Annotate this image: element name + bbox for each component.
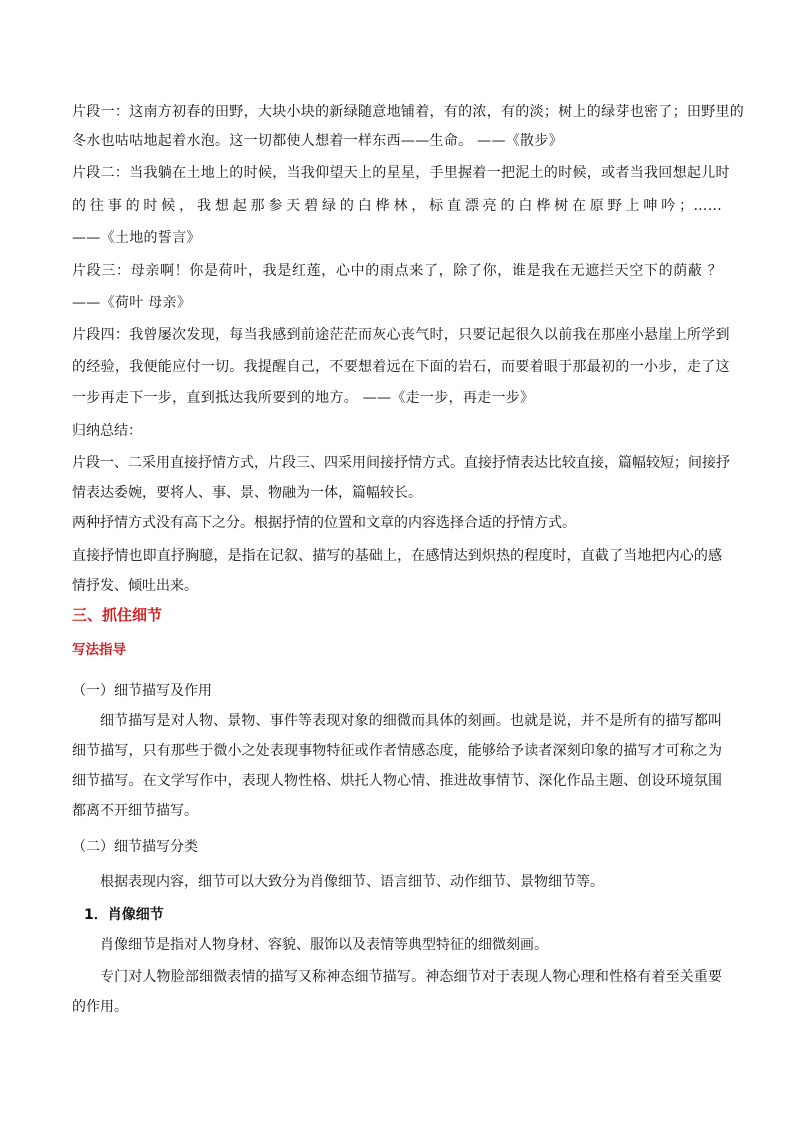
fragment-2-line-3: ——《土地的誓言》	[72, 230, 201, 246]
fragment-4-line-2: 的经验，我便能应付一切。我提醒自己，不要想着远在下面的岩石，而要着眼于那最初的一小步，走了这	[72, 359, 730, 375]
part1-line-3: 细节描写。在文学写作中，表现人物性格、烘托人物心情、推进故事情节、深化作品主题、创设环境氛围	[72, 773, 722, 789]
section-subheading: 写法指导	[72, 642, 126, 658]
summary-p2-line-1: 两种抒情方式没有高下之分。根据抒情的位置和文章的内容选择合适的抒情方式。	[72, 515, 576, 531]
section-heading: 三、抓住细节	[72, 606, 163, 624]
summary-p3-line-1: 直接抒情也即直抒胸臆，是指在记叙、描写的基础上，在感情达到炽热的程度时，直截了当地把内心的感	[72, 548, 722, 564]
part1-line-1: 细节描写是对人物、景物、事件等表现对象的细微而具体的刻画。也就是说，并不是所有的描写都叫	[100, 713, 722, 729]
summary-p1-line-1: 片段一、二采用直接抒情方式，片段三、四采用间接抒情方式。直接抒情表达比较直接，篇幅较短；间接抒	[72, 455, 730, 471]
summary-p1-line-2: 情表达委婉，要将人、事、景、物融为一体，篇幅较长。	[72, 485, 422, 501]
part1-line-2: 细节描写，只有那些于微小之处表现事物特征或作者情感态度，能够给予读者深刻印象的描写才可称之为	[72, 743, 722, 759]
fragment-2-line-1: 片段二：当我躺在土地上的时候，当我仰望天上的星星，手里握着一把泥土的时候，或者当我回想起儿时	[72, 165, 730, 181]
item1-text: 肖像细节是指对人物身材、容貌、服饰以及表情等典型特征的细微刻画。	[100, 937, 548, 953]
fragment-3-line-2: ——《荷叶 母亲》	[72, 295, 192, 311]
part2-intro: 根据表现内容，细节可以大致分为肖像细节、语言细节、动作细节、景物细节等。	[100, 874, 604, 890]
fragment-1-line-2: 冬水也咕咕地起着水泡。这一切都使人想着一样东西——生命。 ——《散步》	[72, 133, 563, 149]
fragment-2-line-2: 的往事的时候，我想起那参天碧绿的白桦林，标直漂亮的白桦树在原野上呻吟；……	[72, 198, 722, 214]
fragment-1-line-1: 片段一：这南方初春的田野，大块小块的新绿随意地铺着，有的浓，有的淡；树上的绿芽也密了；田野里的	[72, 104, 745, 120]
fragment-3-line-1: 片段三：母亲啊！你是荷叶，我是红莲，心中的雨点来了，除了你，谁是我在无遮拦天空下的荫蔽 ？	[72, 263, 722, 279]
summary-label: 归纳总结：	[72, 423, 142, 439]
summary-p3-line-2: 情抒发、倾吐出来。	[72, 578, 198, 594]
fragment-4-line-3: 一步再走下一步，直到抵达我所要到的地方。 ——《走一步，再走一步》	[72, 390, 535, 406]
part2-title: （二）细节描写分类	[72, 839, 198, 855]
item1-title: 1．肖像细节	[84, 907, 164, 923]
part1-title: （一）细节描写及作用	[72, 683, 212, 699]
fragment-4-line-1: 片段四：我曾屡次发现，每当我感到前途茫茫而灰心丧气时，只要记起很久以前我在那座小悬崖上所学到	[72, 327, 730, 343]
item1-more-line-1: 专门对人物脸部细微表情的描写又称神态细节描写。神态细节对于表现人物心理和性格有着至关重要	[100, 969, 722, 985]
part1-line-4: 都离不开细节描写。	[72, 803, 198, 819]
item1-more-line-2: 的作用。	[72, 999, 128, 1015]
